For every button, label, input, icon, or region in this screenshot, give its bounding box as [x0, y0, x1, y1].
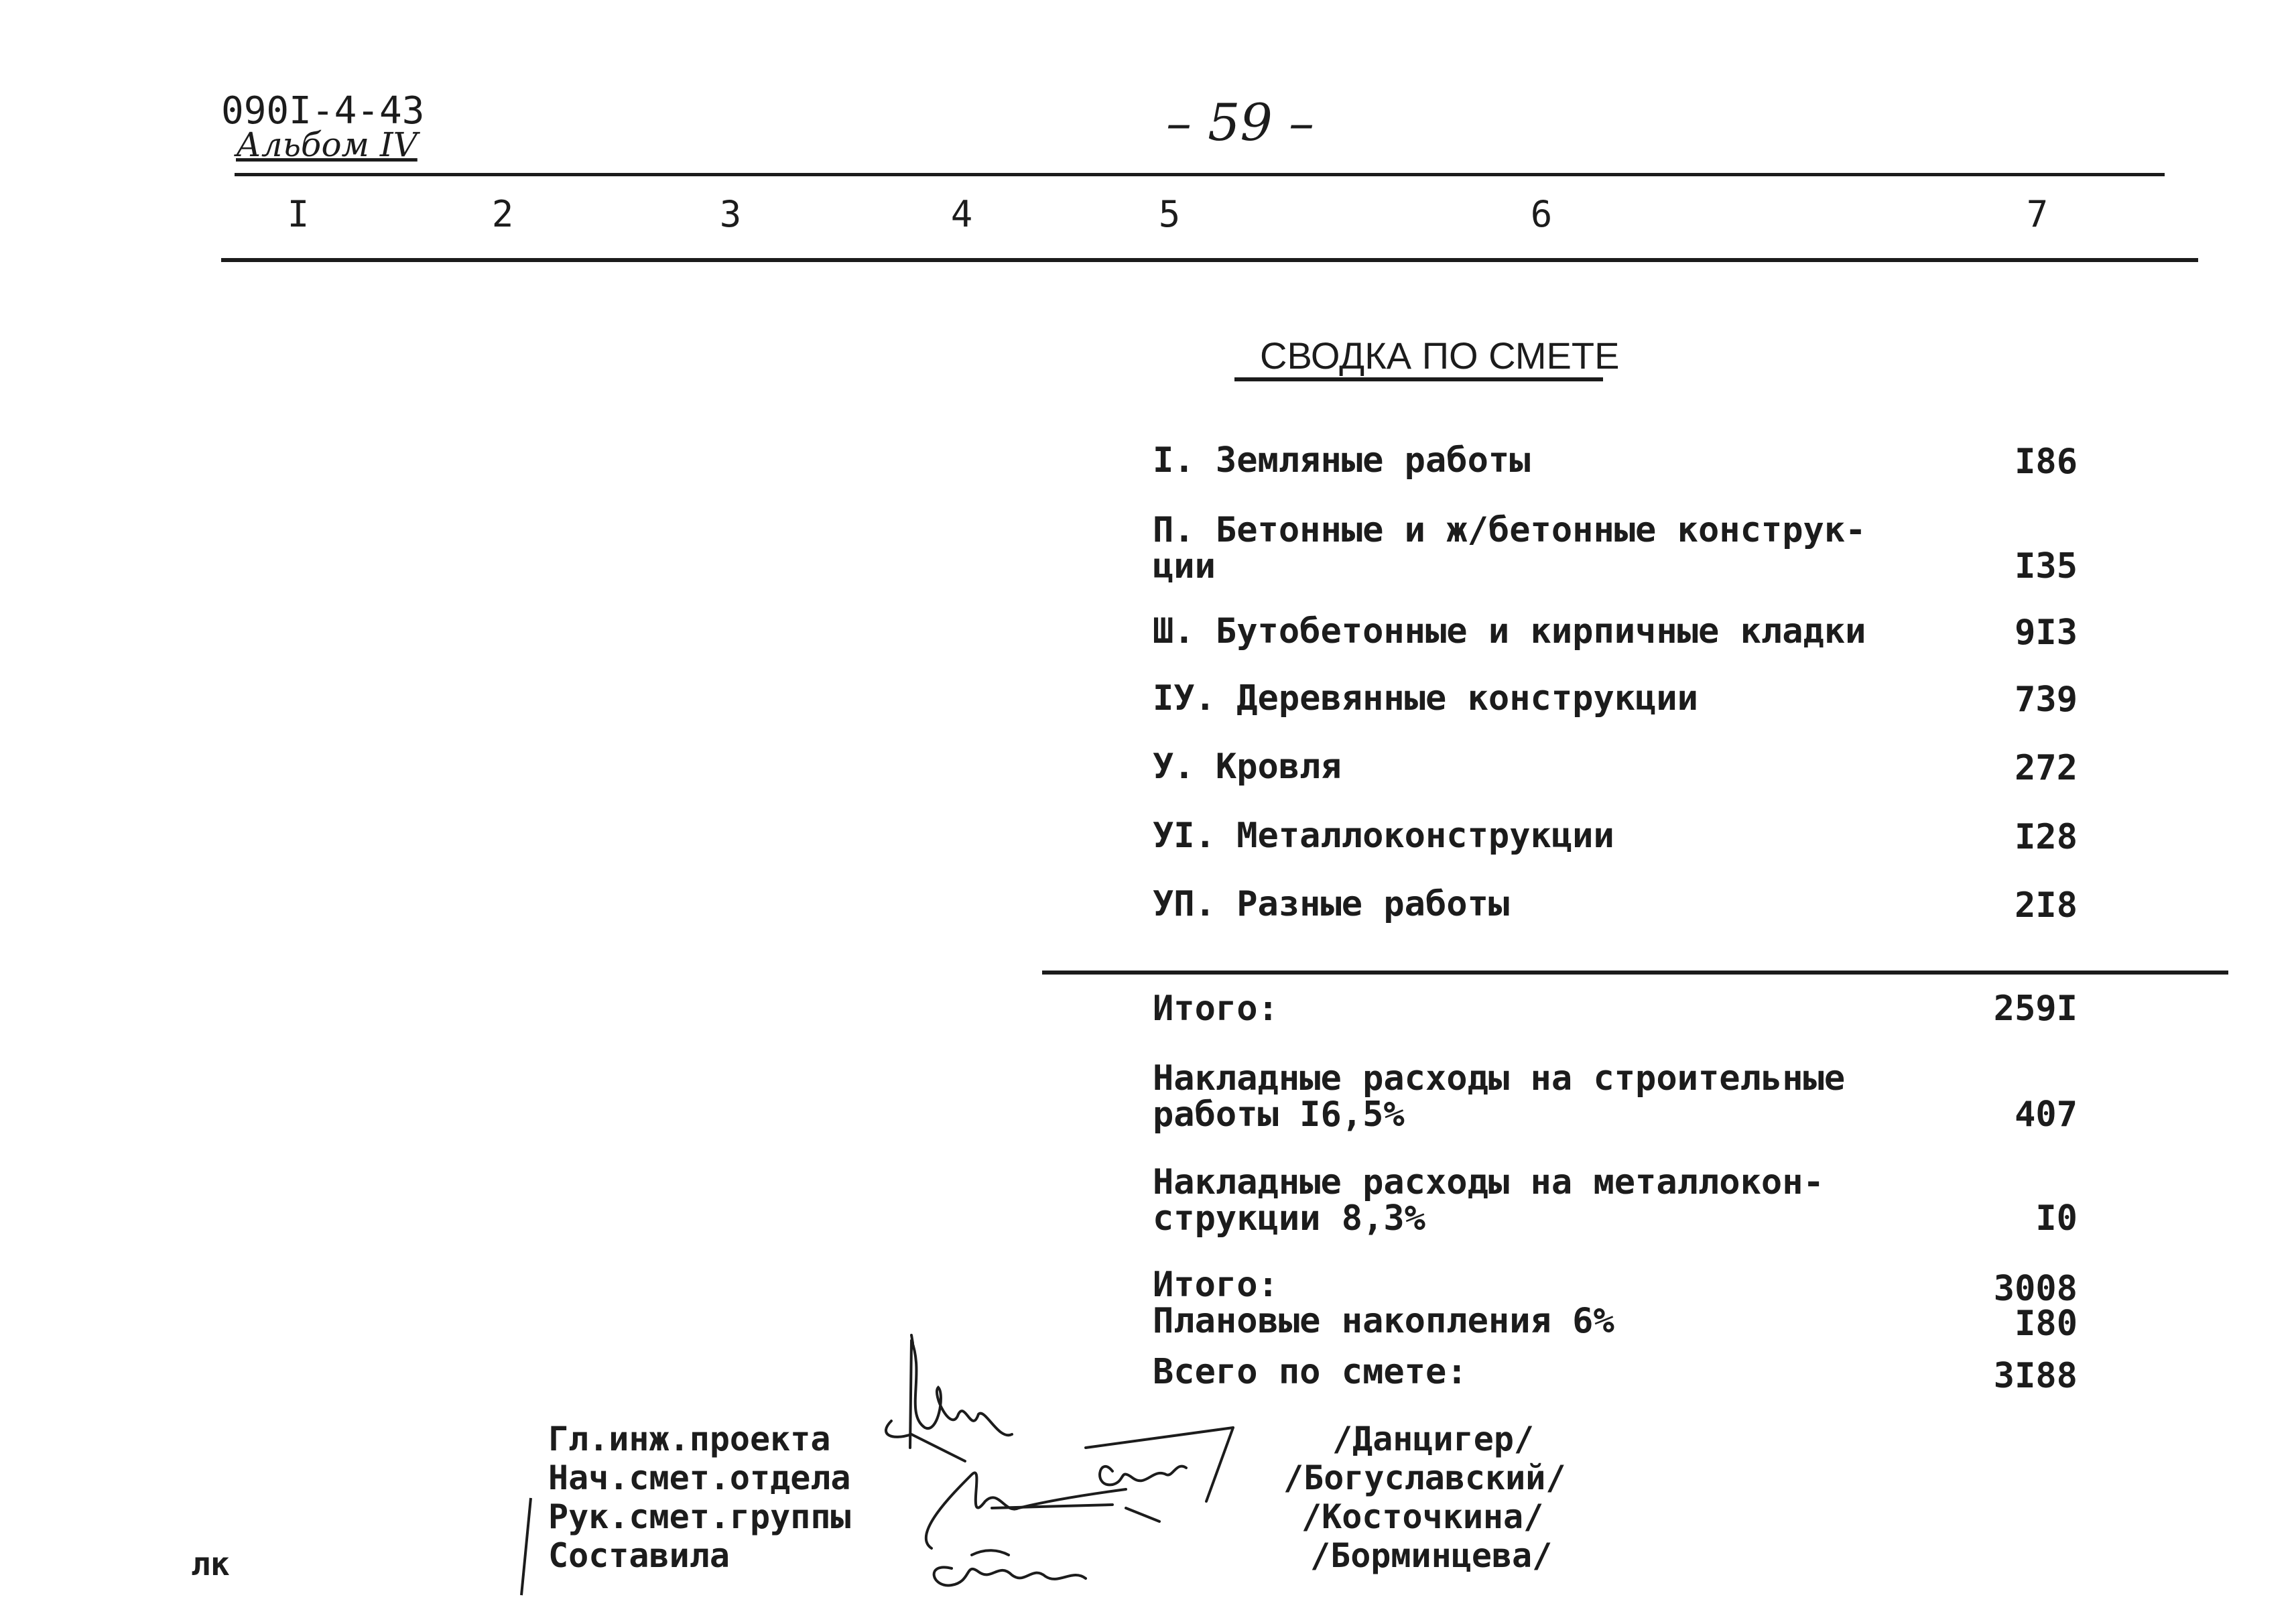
- column-number: 7: [2026, 193, 2049, 235]
- row-value: I28: [2015, 817, 2078, 857]
- column-number: 2: [491, 193, 514, 235]
- row-value: 407: [2015, 1095, 2078, 1135]
- row-label: П. Бетонные и ж/бетонные конструк- ции: [1153, 510, 1866, 586]
- signer-name: /Борминцева/: [1310, 1536, 1553, 1575]
- handwritten-signatures-icon: [871, 1334, 1327, 1595]
- signer-role: Гл.инж.проекта: [548, 1420, 831, 1458]
- row-label: УП. Разные работы: [1153, 884, 1510, 924]
- signer-role: Составила: [548, 1536, 730, 1575]
- totals-rule: [1042, 971, 2228, 975]
- row-label: Накладные расходы на строительные работы I6,5%: [1153, 1058, 1846, 1135]
- summary-title-underline: [1234, 377, 1603, 381]
- column-number: 6: [1530, 193, 1553, 235]
- row-label: I. Земляные работы: [1153, 440, 1531, 481]
- document-code: 090I-4-43: [221, 89, 425, 133]
- row-value: 3I88: [1993, 1356, 2078, 1396]
- row-label: Накладные расходы на металлокон- струкции 8,3%: [1153, 1162, 1824, 1239]
- row-label: IУ. Деревянные конструкции: [1153, 678, 1698, 719]
- row-label: Итого:: [1153, 1265, 1279, 1305]
- row-value: I0: [2035, 1198, 2078, 1239]
- signer-name: /Данцигер/: [1332, 1420, 1535, 1458]
- header-rule-top: [235, 173, 2165, 176]
- row-value: 9I3: [2015, 613, 2078, 653]
- footer-mark: лк: [191, 1546, 230, 1583]
- signer-role: Нач.смет.отдела: [548, 1458, 851, 1497]
- row-value: 2I8: [2015, 885, 2078, 926]
- row-label: Ш. Бутобетонные и кирпичные кладки: [1153, 611, 1866, 651]
- row-value: I35: [2015, 546, 2078, 586]
- column-number: 4: [950, 193, 973, 235]
- row-label: У. Кровля: [1153, 747, 1342, 787]
- row-value: I86: [2015, 442, 2078, 482]
- row-label: УI. Металлоконструкции: [1153, 816, 1614, 856]
- row-label: Плановые накопления 6%: [1153, 1301, 1614, 1341]
- page-number: – 59 –: [1166, 92, 1315, 152]
- margin-mark-icon: [516, 1495, 536, 1602]
- signer-name: /Косточкина/: [1301, 1497, 1544, 1536]
- row-value: 259I: [1993, 989, 2078, 1029]
- column-number: 3: [719, 193, 742, 235]
- album-label: Альбом IV: [236, 125, 418, 164]
- row-value: 739: [2015, 680, 2078, 720]
- row-value: 272: [2015, 748, 2078, 788]
- row-label: Всего по смете:: [1153, 1352, 1468, 1392]
- column-number: I: [287, 193, 310, 235]
- column-number: 5: [1158, 193, 1181, 235]
- signer-role: Рук.смет.группы: [548, 1497, 851, 1536]
- summary-title: СВОДКА ПО СМЕТЕ: [1260, 334, 1620, 377]
- row-label: Итого:: [1153, 989, 1279, 1029]
- signer-name: /Богуславский/: [1283, 1458, 1566, 1497]
- row-value: I80: [2015, 1304, 2078, 1344]
- row-value: 3008: [1993, 1269, 2078, 1309]
- header-rule-bottom: [221, 258, 2198, 262]
